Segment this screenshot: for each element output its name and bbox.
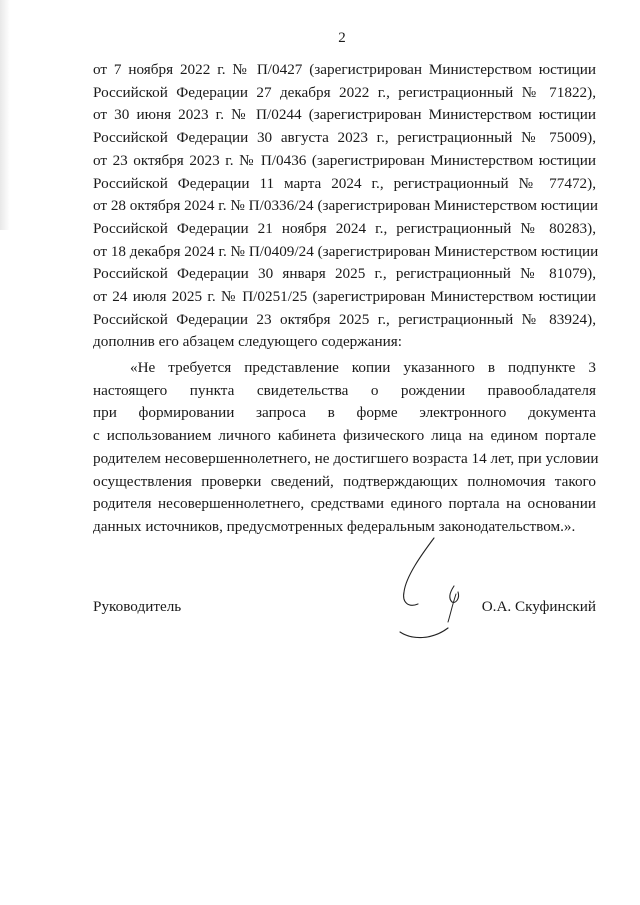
paragraph-line: от 28 октября 2024 г. № П/0336/24 (зарегистрирован Министерством юстиции (93, 197, 599, 215)
paragraph-line: Российской Федерации 11 марта 2024 г., регистрационный № 77472), (93, 174, 596, 192)
paragraph-line: Российской Федерации 30 августа 2023 г., регистрационный № 75009), (93, 129, 596, 147)
paragraph-line: от 23 октября 2023 г. № П/0436 (зарегистрирован Министерством юстиции (93, 151, 596, 169)
quote-line: с использованием личного кабинета физического лица на едином портале (93, 427, 596, 445)
quote-line: осуществления проверки сведений, подтверждающих полномочия такого (93, 472, 596, 490)
quote-line: родителем несовершеннолетнего, не достигшего возраста 14 лет, при условии (93, 449, 599, 467)
scan-edge-shadow (0, 0, 10, 230)
paragraph-line: от 24 июля 2025 г. № П/0251/25 (зарегистрирован Министерством юстиции (93, 288, 596, 306)
signatory-title: Руководитель (93, 598, 182, 615)
quote-line: при формировании запроса в форме электронного документа (93, 404, 596, 422)
paragraph-line: от 7 ноября 2022 г. № П/0427 (зарегистрирован Министерством юстиции (93, 61, 596, 78)
paragraph-line: Российской Федерации 27 декабря 2022 г., регистрационный № 71822), (93, 83, 596, 101)
signatory-name: О.А. Скуфинский (481, 598, 596, 615)
paragraph-line: Российской Федерации 21 ноября 2024 г., регистрационный № 80283), (93, 219, 596, 237)
quote-line: родителя несовершеннолетнего, средствами единого портала на основании (93, 495, 596, 513)
paragraph-line: Российской Федерации 23 октября 2025 г., регистрационный № 83924), (93, 310, 596, 328)
quote-line: данных источников, предусмотренных федеральным законодательством.». (93, 517, 576, 535)
quote-line: настоящего пункта свидетельства о рождении правообладателя (93, 381, 596, 399)
quoted-paragraph (93, 357, 599, 539)
amendment-paragraph (93, 59, 599, 354)
paragraph-line: Российской Федерации 30 января 2025 г., регистрационный № 81079), (93, 265, 596, 283)
paragraph-line: дополнив его абзацем следующего содержания: (93, 333, 402, 351)
paragraph-line: от 18 декабря 2024 г. № П/0409/24 (зарегистрирован Министерством юстиции (93, 242, 599, 260)
page-number: 2 (338, 30, 346, 46)
quote-line: «Не требуется представление копии указанного в подпункте 3 (130, 359, 596, 376)
paragraph-line: от 30 июня 2023 г. № П/0244 (зарегистрирован Министерством юстиции (93, 106, 596, 124)
handwritten-signature (392, 536, 482, 646)
